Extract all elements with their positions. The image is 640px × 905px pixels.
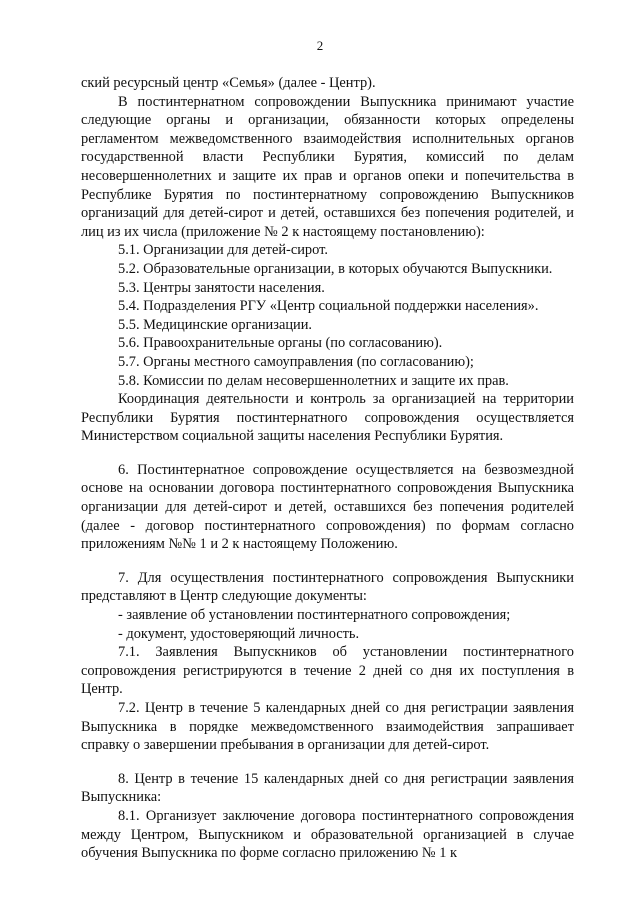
list-item-5-8: 5.8. Комиссии по делам несовершеннолетних и защите их прав. — [118, 372, 509, 389]
paragraph-section-8: 8. Центр в течение 15 календарных дней со дня регистрации заявления Выпускника: — [81, 770, 574, 806]
list-item-5-1: 5.1. Организации для детей-сирот. — [118, 242, 328, 259]
paragraph-section-7-2: 7.2. Центр в течение 5 календарных дней со дня регистрации заявления Выпускника в порядке межведомственного взаимодействия запрашивает справку о завершении пребывания в организации для детей-сирот. — [81, 700, 574, 754]
paragraph-coordination: Координация деятельности и контроль за организацией на территории Республики Бурятия постинтернатного сопровождения осуществляется Министерством социальной защиты населения Республики Бурятия. — [81, 391, 574, 445]
list-item-application: - заявление об установлении постинтернатного сопровождения; — [118, 607, 511, 624]
page-number: 2 — [316, 38, 324, 53]
list-item-5-6: 5.6. Правоохранительные органы (по согласованию). — [118, 335, 443, 352]
paragraph-section-8-1: 8.1. Организует заключение договора постинтернатного сопровождения между Центром, Выпускником и образовательной организацией в случае обучения Выпускника по форме согласно приложению № 1 к — [81, 807, 574, 862]
list-item-identity-document: - документ, удостоверяющий личность. — [118, 625, 360, 642]
paragraph-section-7-1: 7.1. Заявления Выпускников об установлении постинтернатного сопровождения регистрируются в течение 2 дней со дня их поступления в Центр. — [81, 644, 574, 698]
list-item-5-5: 5.5. Медицинские организации. — [118, 316, 313, 333]
list-item-5-3: 5.3. Центры занятости населения. — [118, 279, 325, 296]
list-item-5-2: 5.2. Образовательные организации, в которых обучаются Выпускники. — [118, 260, 553, 277]
list-item-5-7: 5.7. Органы местного самоуправления (по согласованию); — [118, 353, 474, 370]
paragraph-section-6: 6. Постинтернатное сопровождение осуществляется на безвозмездной основе на основании договора постинтернатного сопровождения Выпускника организации для детей-сирот и детей, оставшихся без попечения родителей (далее - договор постинтернатного сопровождения) по формам согласно приложениям №№ 1 и 2 к настоящему Положению. — [81, 461, 574, 553]
paragraph-continuation: ский ресурсный центр «Семья» (далее - Центр). — [81, 75, 376, 91]
document-body — [81, 74, 574, 863]
paragraph-participants: В постинтернатном сопровождении Выпускника принимают участие следующие органы и организации, обязанности которых определены регламентом межведомственного взаимодействия исполнительных органов государственной власти Республики Бурятия, комиссий по делам несовершеннолетних и защите их прав и органов опеки и попечительства в Республике Бурятия по постинтернатному сопровождению Выпускников организаций для детей-сирот и детей, оставшихся без попечения родителей, и лиц из их числа (приложение № 2 к настоящему постановлению): — [81, 93, 574, 240]
list-item-5-4: 5.4. Подразделения РГУ «Центр социальной поддержки населения». — [118, 298, 539, 315]
paragraph-section-7: 7. Для осуществления постинтернатного сопровождения Выпускники представляют в Центр следующие документы: — [81, 569, 574, 605]
